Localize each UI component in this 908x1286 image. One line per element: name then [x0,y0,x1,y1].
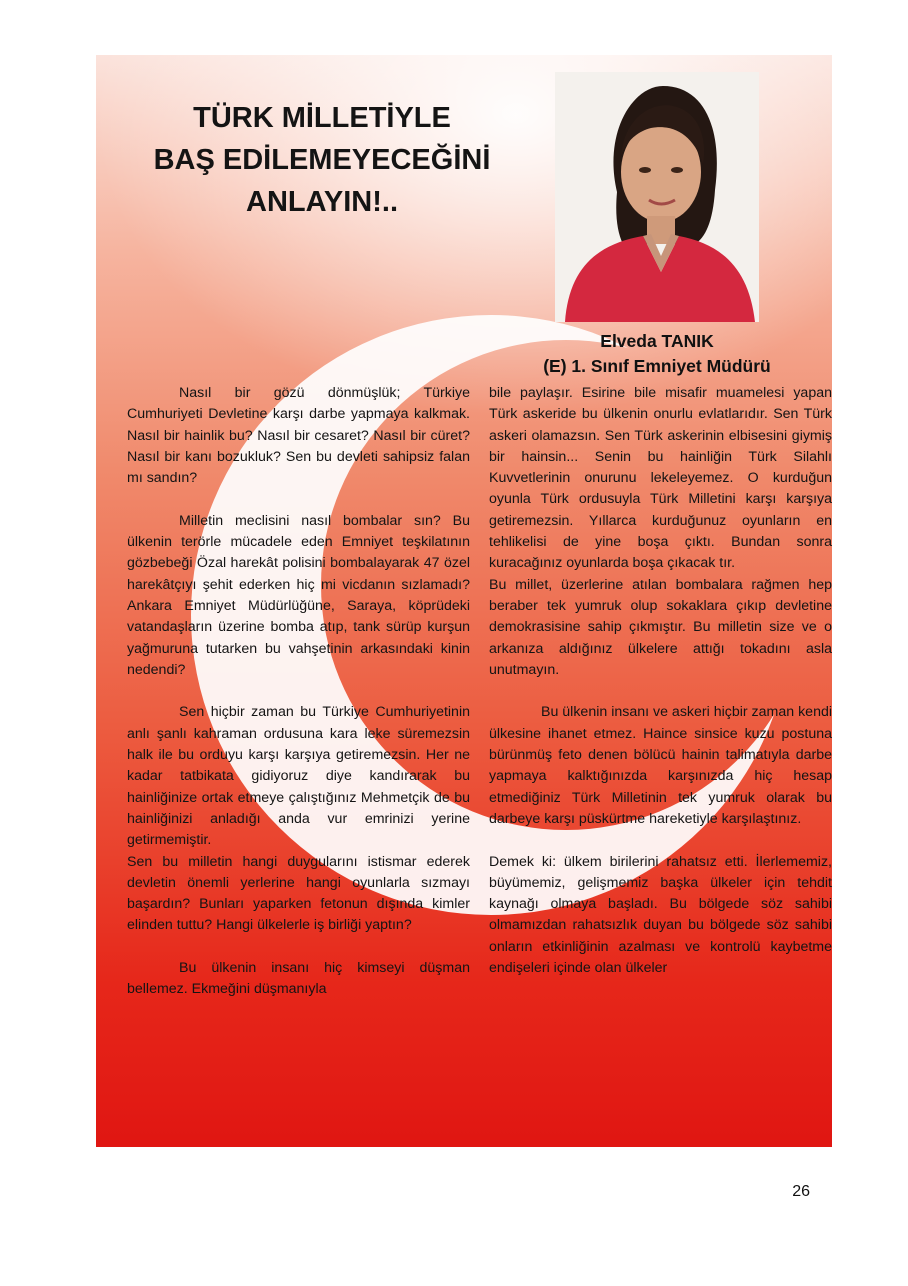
title-line: BAŞ EDİLEMEYECEĞİNİ [153,144,491,176]
author-photo [555,72,759,322]
paragraph: Sen bu milletin hangi duygularını istismar ederek devletin önemli yerlerine hangi oyunlarla sızmayı başardın? Bunları yaparken fetonun dışında kimler elinden tuttu? Hangi ülkelerle iş birliği yaptın? [127,853,470,934]
paragraph: Milletin meclisini nasıl bombalar sın? Bu ülkenin terörle mücadele eden Emniyet teşkilatının gözbebeği Özal harekât polisini bombalayarak 47 özel harekâtçıyı şehit ederken hiç mi vicdanın sızlamadı? Ankara Emniyet Müdürlüğüne, Saraya, köprüdeki vatandaşların üzerine bomba atıp, tank sürüp kurşun yağmuruna tutarken bu vahşetinin arkasındaki kinin nedendi? [127,512,470,678]
paragraph: bile paylaşır. Esirine bile misafir muamelesi yapan Türk askeride bu ülkenin onurlu evlatlarıdır. Sen Türk askeri olamazsın. Sen Türk askerinin elbisesini giymiş bir hainsin... Senin bu hainliğin Türk Silahlı Kuvvetlerinin onurunu lekeleyemez. O kurduğun oyunla Türk ordusuyla Türk Milletini karşı karşıya getiremezsin. Yıllarca kurduğunuz oyunların en tehlikelisi de yine boşa çıktı. Bundan sonra kuracağınız oyunlarda boşa çıkacak tır. [489,385,832,572]
author-name: Elveda TANIK [600,331,714,351]
article-title [126,97,518,223]
title-line: ANLAYIN!.. [246,186,398,218]
left-column [127,383,470,1001]
title-line: TÜRK MİLLETİYLE [193,102,451,134]
article-panel [96,55,832,1147]
right-column [489,383,832,979]
author-portrait-icon [555,72,759,322]
author-byline [492,329,822,379]
page-number: 26 [792,1183,810,1200]
paragraph: Demek ki: ülkem birilerini rahatsız etti. İlerlememiz, büyümemiz, gelişmemiz başka ülkeler için tehdit kaynağı olmaya başladı. Bu bölgede söz sahibi olmamızdan rahatsızlık duyan bu bölgede söz sahibi onların etkinliğinin azalması ve kontrolü kaybetme endişeleri içinde olan ülkeler [489,853,832,977]
paragraph: Sen hiçbir zaman bu Türkiye Cumhuriyetinin anlı şanlı kahraman ordusuna kara leke süremezsin halk ile bu orduyu karşı karşıya getiremezsin. Her ne kadar tatbikata gidiyoruz diye kandırarak bu hainliğinize ortak etmeye çalıştığınız Mehmetçik de bu hainliğinizi anladığı anda vur emrinizi yerine getirmemiştir. [127,704,470,849]
paragraph: Bu ülkenin insanı hiç kimseyi düşman bellemez. Ekmeğini düşmanıyla [127,960,470,998]
paragraph: Bu millet, üzerlerine atılan bombalara rağmen hep beraber tek yumruk olup sokaklara çıkıp devletine demokrasisine sahip çıkmıştır. Bu milletin size ve o arkanıza aldığınız ülkelere attığı tokadını asla unutmayın. [489,576,832,678]
author-title: (E) 1. Sınıf Emniyet Müdürü [543,356,771,376]
paragraph: Bu ülkenin insanı ve askeri hiçbir zaman kendi ülkesine ihanet etmez. Haince sinsice kuzu postuna bürünmüş feto denen bölücü hainin talimatıyla darbe yapmaya kalktığınızda karşınızda hiç hesap etmediğiniz Türk Milletinin tek yumruk olarak bu darbeye karşı püskürtme hareketiyle karşılaştınız. [489,704,832,827]
paragraph: Nasıl bir gözü dönmüşlük; Türkiye Cumhuriyeti Devletine karşı darbe yapmaya kalkmak. Nasıl bir hainlik bu? Nasıl bir cesaret? Nasıl bir cüret? Nasıl bir kanı bozukluk? Sen bu devleti sahipsiz falan mı sandın? [127,385,470,487]
